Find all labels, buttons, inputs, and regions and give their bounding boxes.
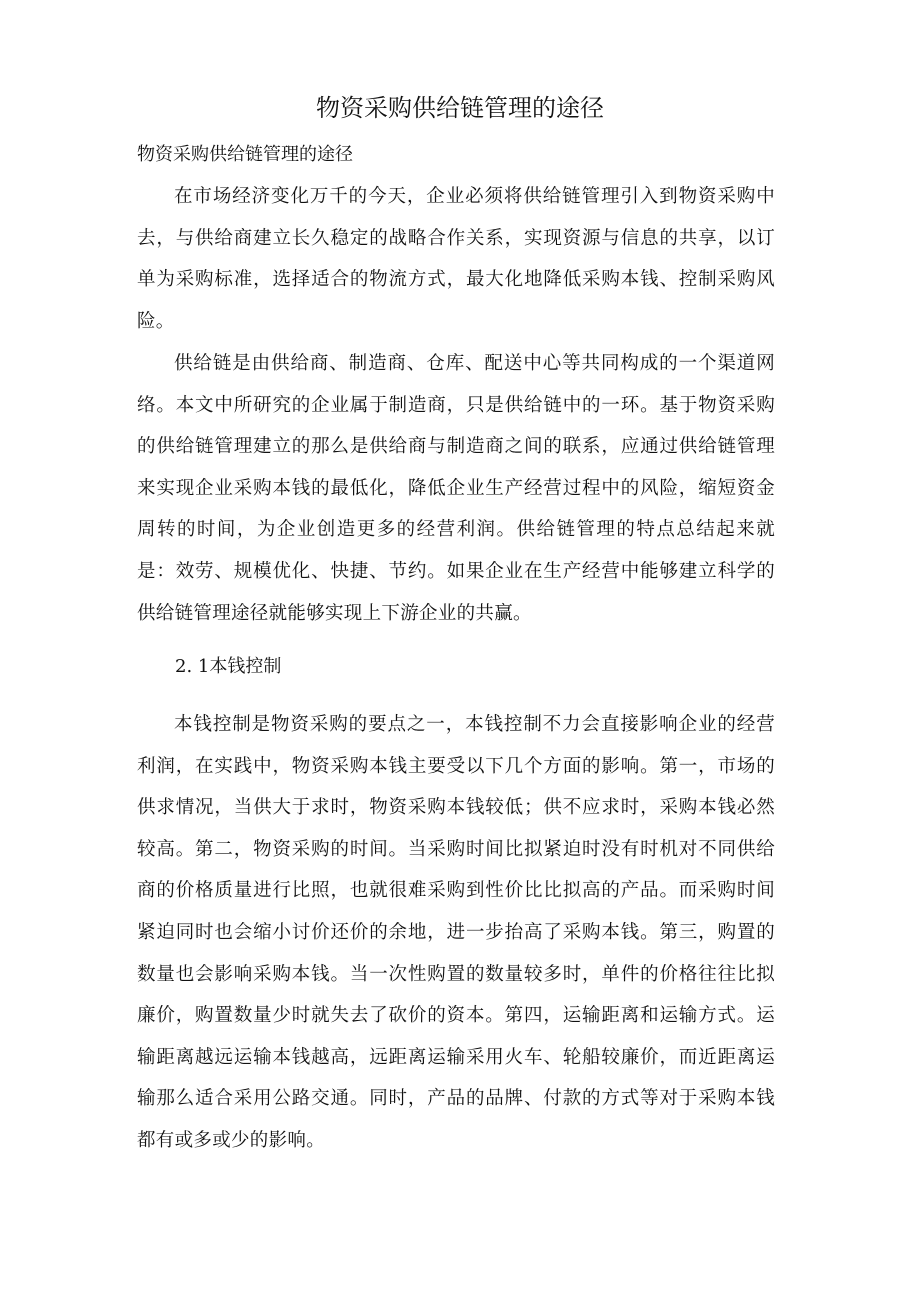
paragraph-intro: 在市场经济变化万千的今天，企业必须将供给链管理引入到物资采购中去，与供给商建立长久稳定的战略合作关系，实现资源与信息的共享，以订单为采购标准，选择适合的物流方式，最大化地降低采购本钱、控制采购风险。 bbox=[137, 186, 775, 332]
paragraph-supply-chain: 供给链是由供给商、制造商、仓库、配送中心等共同构成的一个渠道网络。本文中所研究的企业属于制造商，只是供给链中的一环。基于物资采购的供给链管理建立的那么是供给商与制造商之间的联系，应通过供给链管理来实现企业采购本钱的最低化，降低企业生产经营过程中的风险，缩短资金周转的时间，为企业创造更多的经营利润。供给链管理的特点总结起来就是：效劳、规模优化、快捷、节约。如果企业在生产经营中能够建立科学的供给链管理途径就能够实现上下游企业的共赢。 bbox=[137, 353, 775, 624]
paragraph-cost-control: 本钱控制是物资采购的要点之一，本钱控制不力会直接影响企业的经营利润，在实践中，物资采购本钱主要受以下几个方面的影响。第一，市场的供求情况，当供大于求时，物资采购本钱较低；供不应求时，采购本钱必然较高。第二，物资采购的时间。当采购时间比拟紧迫时没有时机对不同供给商的价格质量进行比照，也就很难采购到性价比比拟高的产品。而采购时间紧迫同时也会缩小讨价还价的余地，进一步抬高了采购本钱。第三，购置的数量也会影响采购本钱。当一次性购置的数量较多时，单件的价格往往比拟廉价，购置数量少时就失去了砍价的资本。第四，运输距离和运输方式。运输距离越远运输本钱越高，远距离运输采用火车、轮船较廉价，而近距离运输那么适合采用公路交通。同时，产品的品牌、付款的方式等对于采购本钱都有或多或少的影响。 bbox=[137, 714, 775, 1151]
document-title: 物资采购供给链管理的途径 bbox=[316, 94, 604, 122]
document-subtitle: 物资采购供给链管理的途径 bbox=[137, 144, 353, 165]
section-heading-cost-control: 2. 1本钱控制 bbox=[175, 656, 282, 677]
